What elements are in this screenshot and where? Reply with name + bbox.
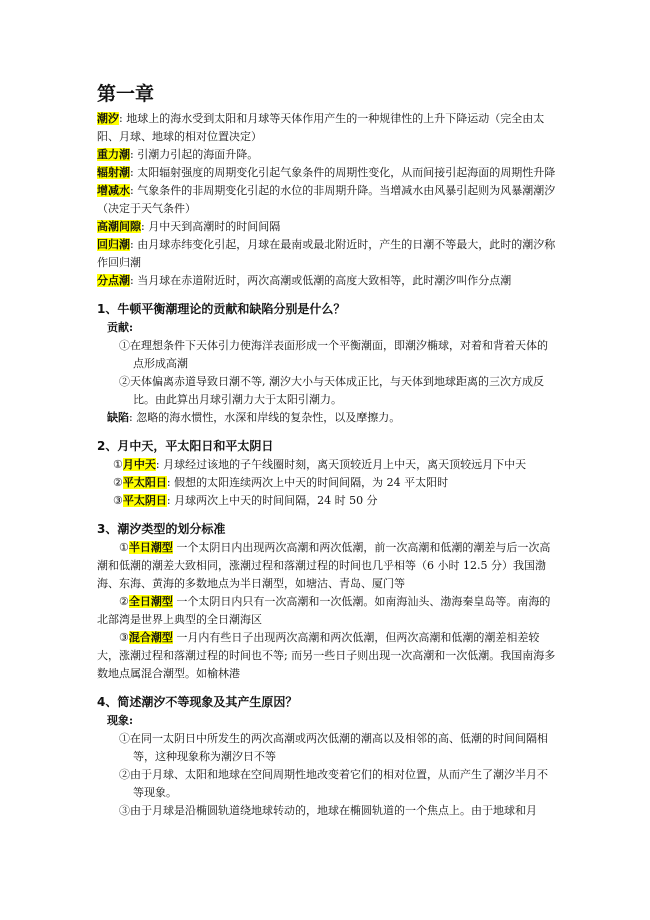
list-item bbox=[97, 593, 557, 629]
term-highlight: 平太阴日 bbox=[122, 494, 167, 507]
list-item: ②天体偏离赤道导致日潮不等, 潮汐大小与天体成正比，与天体到地球距离的三次方成反比。由此算出月球引潮力大于太阳引潮力。 bbox=[119, 375, 544, 406]
chapter-title: 第一章 bbox=[97, 83, 155, 105]
term-highlight: 潮汐 bbox=[97, 112, 119, 125]
item-text: : 月球经过该地的子午线圈时刻，离天顶较近月上中天，离天顶较远月下中天 bbox=[155, 458, 527, 471]
item-text: 一个太阴日内出现两次高潮和两次低潮，前一次高潮和低潮的潮差与后一次高潮和低潮的潮差大致相同，涨潮过程和落潮过程的时间也几乎相等（6 小时 12.5 分）我国渤海、东海、黄海的多数地点为半日潮型，如塘沽、青岛、厦门等 bbox=[97, 541, 551, 590]
list-item: ②由于月球、太阳和地球在空间周期性地改变着它们的相对位置，从而产生了潮汐半月不等现象。 bbox=[119, 768, 548, 799]
list-item bbox=[97, 629, 557, 683]
definitions-section bbox=[97, 110, 557, 290]
term-highlight: 回归潮 bbox=[97, 238, 130, 251]
list-item: ①在同一太阴日中所发生的两次高潮或两次低潮的潮高以及相邻的高、低潮的时间间隔相等，这种现象称为潮汐日不等 bbox=[119, 732, 548, 763]
term-highlight: 高潮间隙 bbox=[97, 220, 141, 233]
item-text: : 月球两次上中天的时间间隔，24 时 50 分 bbox=[166, 494, 378, 507]
term-highlight: 半日潮型 bbox=[128, 541, 173, 554]
list-item bbox=[97, 539, 557, 593]
definition-gravity-tide bbox=[97, 146, 557, 164]
term-highlight: 重力潮 bbox=[97, 148, 130, 161]
list-item bbox=[97, 456, 557, 474]
question-heading: 1、牛顿平衡潮理论的贡献和缺陷分别是什么？ bbox=[97, 302, 346, 316]
term-highlight: 月中天 bbox=[122, 458, 156, 471]
definition-radiation-tide bbox=[97, 164, 557, 182]
question-3-section bbox=[97, 520, 557, 683]
question-heading: 3、潮汐类型的划分标准 bbox=[97, 522, 226, 536]
definition-text: : 月中天到高潮时的时间间隔 bbox=[141, 220, 281, 233]
question-heading: 2、月中天，平太阳日和平太阴日 bbox=[97, 439, 274, 453]
document-page bbox=[97, 82, 557, 820]
definition-tropic-tide bbox=[97, 236, 557, 272]
term-highlight: 分点潮 bbox=[97, 274, 130, 287]
defect-label: 缺陷 bbox=[107, 411, 129, 424]
question-4-section bbox=[97, 693, 557, 820]
spacer bbox=[97, 510, 557, 520]
item-text: : 假想的太阳连续两次上中天的时间间隔，为 24 平太阳时 bbox=[166, 476, 449, 489]
item-number: ③ bbox=[113, 494, 123, 507]
phenomenon-label: 现象: bbox=[107, 714, 134, 727]
item-number: ② bbox=[119, 595, 129, 608]
item-number: ② bbox=[113, 476, 123, 489]
spacer bbox=[97, 427, 557, 437]
question-2-section bbox=[97, 437, 557, 510]
defect-line bbox=[97, 409, 557, 427]
list-item: ①在理想条件下天体引力使海洋表面形成一个平衡潮面，即潮汐椭球，对着和背着天体的点形成高潮 bbox=[119, 339, 548, 370]
term-highlight: 增减水 bbox=[97, 184, 130, 197]
spacer bbox=[97, 683, 557, 693]
item-text: 一个太阴日内只有一次高潮和一次低潮。如南海汕头、渤海秦皇岛等。南海的北部湾是世界上典型的全日潮海区 bbox=[97, 595, 551, 626]
question-1-section bbox=[97, 300, 557, 427]
definition-text: : 当月球在赤道附近时，两次高潮或低潮的高度大致相等，此时潮汐叫作分点潮 bbox=[130, 274, 512, 287]
term-highlight: 平太阳日 bbox=[122, 476, 167, 489]
definition-text: : 引潮力引起的海面升降。 bbox=[130, 148, 259, 161]
definition-text: : 地球上的海水受到太阳和月球等天体作用产生的一种规律性的上升下降运动（完全由太阳、月球、地球的相对位置决定） bbox=[97, 112, 545, 143]
contribution-label: 贡献: bbox=[107, 321, 134, 334]
item-number: ① bbox=[119, 541, 129, 554]
definition-tide bbox=[97, 110, 557, 146]
list-item bbox=[97, 474, 557, 492]
list-item bbox=[97, 492, 557, 510]
term-highlight: 全日潮型 bbox=[128, 595, 173, 608]
definition-text: : 由月球赤纬变化引起，月球在最南或最北附近时，产生的日潮不等最大，此时的潮汐称作回归潮 bbox=[97, 238, 556, 269]
item-number: ③ bbox=[119, 631, 129, 644]
definition-text: : 气象条件的非周期变化引起的水位的非周期升降。当增减水由风暴引起则为风暴潮潮汐（决定于天气条件） bbox=[97, 184, 556, 215]
item-text: 一月内有些日子出现两次高潮和两次低潮，但两次高潮和低潮的潮差相差较大，涨潮过程和落潮过程的时间也不等; 而另一些日子则出现一次高潮和一次低潮。我国南海多数地点属混合潮型。如榆林港 bbox=[97, 631, 556, 680]
item-number: ① bbox=[113, 458, 123, 471]
term-highlight: 辐射潮 bbox=[97, 166, 130, 179]
definition-text: : 太阳辐射强度的周期变化引起气象条件的周期性变化，从而间接引起海面的周期性升降 bbox=[130, 166, 556, 179]
defect-text: : 忽略的海水惯性，水深和岸线的复杂性，以及摩擦力。 bbox=[129, 411, 401, 424]
list-item: ③由于月球是沿椭圆轨道绕地球转动的，地球在椭圆轨道的一个焦点上。由于地球和月 bbox=[119, 804, 537, 817]
definition-surge bbox=[97, 182, 557, 218]
term-highlight: 混合潮型 bbox=[128, 631, 173, 644]
definition-equinoctial-tide bbox=[97, 272, 557, 290]
question-heading: 4、简述潮汐不等现象及其产生原因？ bbox=[97, 695, 298, 709]
definition-high-water-interval bbox=[97, 218, 557, 236]
spacer bbox=[97, 290, 557, 300]
